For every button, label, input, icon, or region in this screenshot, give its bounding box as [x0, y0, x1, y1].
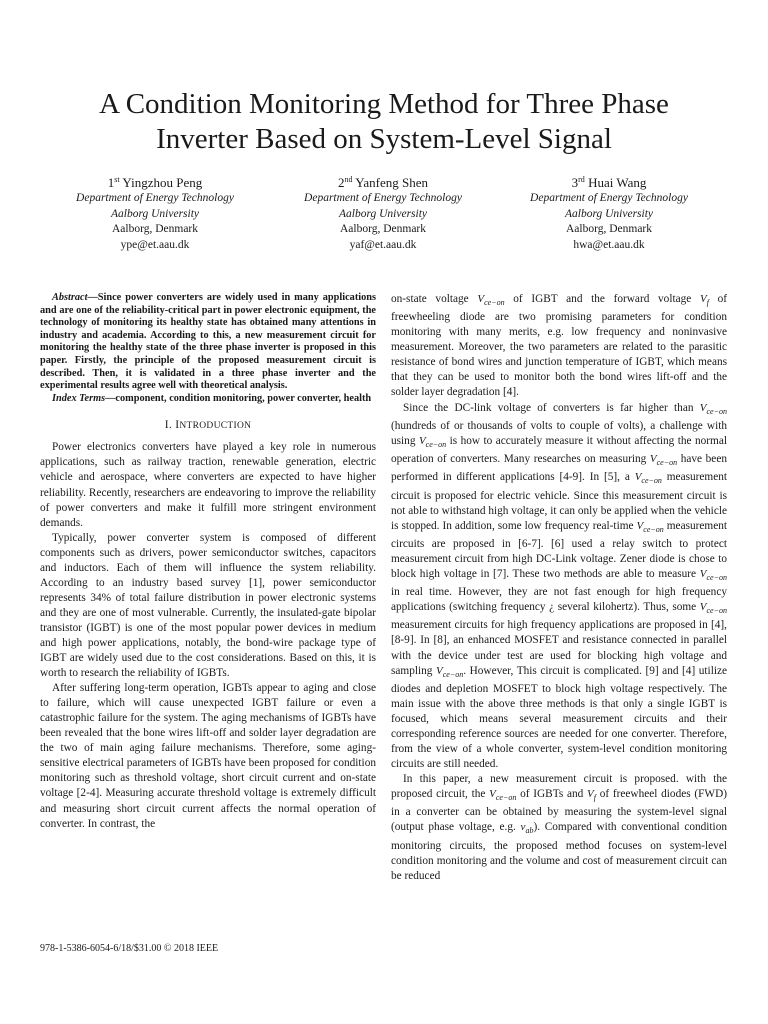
author-university: Aalborg University [110, 207, 200, 220]
body-paragraph-continued: on-state voltage $V_{ce-on}$ of IGBT and the forward voltage $V_f$ of freewheeling diode are two promising parameters for condition monitoring with many merits, e.g. low frequency and noninvasive measurement. Moreover, the two parameters are related to the parasitic resistance of bond wires and junction temperature of IGBT, which means that they can be used to monitor both the bond wires lift-off and the solder layer degradation [4]. [391, 293, 727, 399]
author-department: Department of Energy Technology [304, 192, 462, 204]
math-vce-on: $V_{ce-on}$ [699, 567, 727, 583]
author-location: Aalborg, Denmark [111, 223, 198, 235]
author-name: 1st Yingzhou Peng [107, 175, 203, 190]
right-column [391, 292, 727, 884]
left-column [40, 292, 376, 832]
math-vce-on: $V_{ce-on}$ [699, 601, 727, 616]
math-vce-on: $V_{ce-on}$ [489, 788, 517, 803]
author-university: Aalborg University [564, 207, 654, 220]
math-vce-on: $V_{ce-on}$ [435, 664, 464, 679]
author-department: Department of Energy Technology [530, 192, 688, 204]
index-terms-text: —component, condition monitoring, power converter, health [105, 392, 372, 404]
math-vce-on: $V_{ce-on}$ [636, 519, 664, 534]
index-terms-label: Index Terms [52, 392, 106, 404]
math-vf: $V_f$ [699, 293, 709, 308]
paper-title [40, 87, 728, 157]
author-name: 3rd Huai Wang [571, 175, 647, 190]
author-1 [40, 174, 270, 253]
intro-paragraph-1: Power electronics converters have played a key role in numerous applications, such as railway traction, renewable generation, electric vehicle and aerospace, where converters are expected to have higher reliability. Recently, researchers are endeavoring to improve the reliability of power converters and make it fulfill more stringent environment demands. [40, 441, 376, 529]
title-line-1: A Condition Monitoring Method for Three Phase [99, 88, 669, 120]
author-name: 2nd Yanfeng Shen [338, 175, 428, 190]
index-terms [40, 393, 376, 406]
author-email: yaf@et.aau.dk [349, 238, 417, 251]
body-paragraph-proposal: In this paper, a new measurement circuit is proposed. with the proposed circuit, the $V_{ce-on}$ of IGBTs and $V_f$ of freewheel diodes (FWD) in a converter can be obtained by measuring the system-level signal (output phase voltage, e.g. $v_{ab}$). Compared with conventional condition monitoring circuits, the proposed method focuses on system-level condition monitoring and the volume and cost of measurement circuit can be reduced [391, 773, 728, 882]
copyright-footer: 978-1-5386-6054-6/18/$31.00 © 2018 IEEE [40, 943, 219, 954]
math-vce-on: $V_{ce-on}$ [418, 434, 447, 449]
intro-paragraph-3: After suffering long-term operation, IGBTs appear to aging and close to failure, which will cause unexpected IGBT failure or even a catastrophic failure for the system. The aging mechanisms of IGBTs have been revealed that the bone wires lift-off and solder layer degradation are the two of main aging failure mechanisms. Therefore, some aging- sensitive electrical parameters of IGBTs have been proposed for condition monitoring such as threshold voltage, short circuit current and on-state voltage [2-4]. Measuring accurate threshold voltage is extremely difficult and measuring short circuit current affects the normal operation of converter. In contrast, the [40, 682, 376, 830]
author-3 [494, 174, 724, 253]
math-vce-on: $V_{ce-on}$ [477, 293, 505, 308]
author-email: ype@et.aau.dk [120, 238, 190, 251]
math-vce-on: $V_{ce-on}$ [649, 453, 678, 468]
author-department: Department of Energy Technology [76, 192, 234, 204]
abstract-text: —Since power converters are widely used in many applications and are one of the reliability-critical part in power electronic equipment, the technology of monitoring its healthy state has obtained many attentions in industry and academia. According to this, a new measurement circuit for monitoring the healthy state of the three phase inverter is proposed in this paper. Firstly, the principle of the proposed measurement circuit is described. Then, it is validated in a three phase inverter and the experimental results agree well with theoretical analysis. [40, 292, 376, 392]
intro-paragraph-2: Typically, power converter system is composed of different components such as drivers, power semiconductor switches, capacitors and inductors. Each of them will influence the system reliability. According to an industry based survey [1], power semiconductor represents 34% of total failure distribution in power electronic systems and they are one of most vulnerable. Currently, the insulated-gate bipolar transistor (IGBT) is one of the most popular power devices in medium and high power applications, notably, the bond-wire package type of IGBT are widely used due to the cost considerations. Based on this, it is worth to research the reliability of IGBTs. [40, 531, 376, 680]
author-location: Aalborg, Denmark [339, 223, 426, 235]
author-2 [268, 174, 498, 253]
math-vab: $v_{ab}$ [520, 821, 534, 836]
abstract [40, 292, 376, 393]
section-heading-introduction: I. INTRODUCTION [164, 419, 252, 432]
math-vce-on: $V_{ce-on}$ [699, 401, 727, 416]
author-university: Aalborg University [338, 207, 428, 220]
math-vce-on: $V_{ce-on}$ [634, 471, 662, 486]
abstract-label: Abstract [52, 292, 88, 303]
author-location: Aalborg, Denmark [565, 223, 652, 235]
body-paragraph-dc-link: Since the DC-link voltage of converters is far higher than $V_{ce-on}$ (hundreds of or thousands of volts to couple of volts), a challenge with using $V_{ce-on}$ is how to accurately measure it without affecting the normal operation of converters. Many researches on measuring $V_{ce-on}$ have been performed in different applications [4-9]. In [5], a $V_{ce-on}$ measurement circuit is proposed for electric vehicle. Since this measurement circuit is not able to withstand high voltage, it can only be applied when the vehicle is stopped. In addition, some low frequency real-time $V_{ce-on}$ measurement circuits are proposed in [6-7]. [6] used a relay switch to protect measurement circuit from high DC-Link voltage. Zener diode is chose to block high voltage in [7]. These two methods are able to measure $V_{ce-on}$ in real time. However, they are not fast enough for high frequency applications (switching frequency ¿ several kilohertz). Thus, some $V_{ce-on}$ measurement circuits for high frequency applications are proposed in [4], [8-9]. In [8], an enhanced MOSFET and resistance connected in parallel with the device under test are used for blocking high voltage and sampling $V_{ce-on}$. However, This circuit is complicated. [9] and [4] utilize diodes and depletion MOSFET to block high voltage respectively. The main issue with the above three methods is that only a single IGBT is focused, which means several measurement circuits and their corresponding reference sources are needed for one converter. Therefore, from the view of a whole converter, system-level condition monitoring circuits are still needed. [391, 401, 728, 771]
author-email: hwa@et.aau.dk [573, 238, 645, 251]
math-vf: $V_f$ [587, 788, 596, 803]
title-line-2: Inverter Based on System-Level Signal [156, 123, 612, 155]
